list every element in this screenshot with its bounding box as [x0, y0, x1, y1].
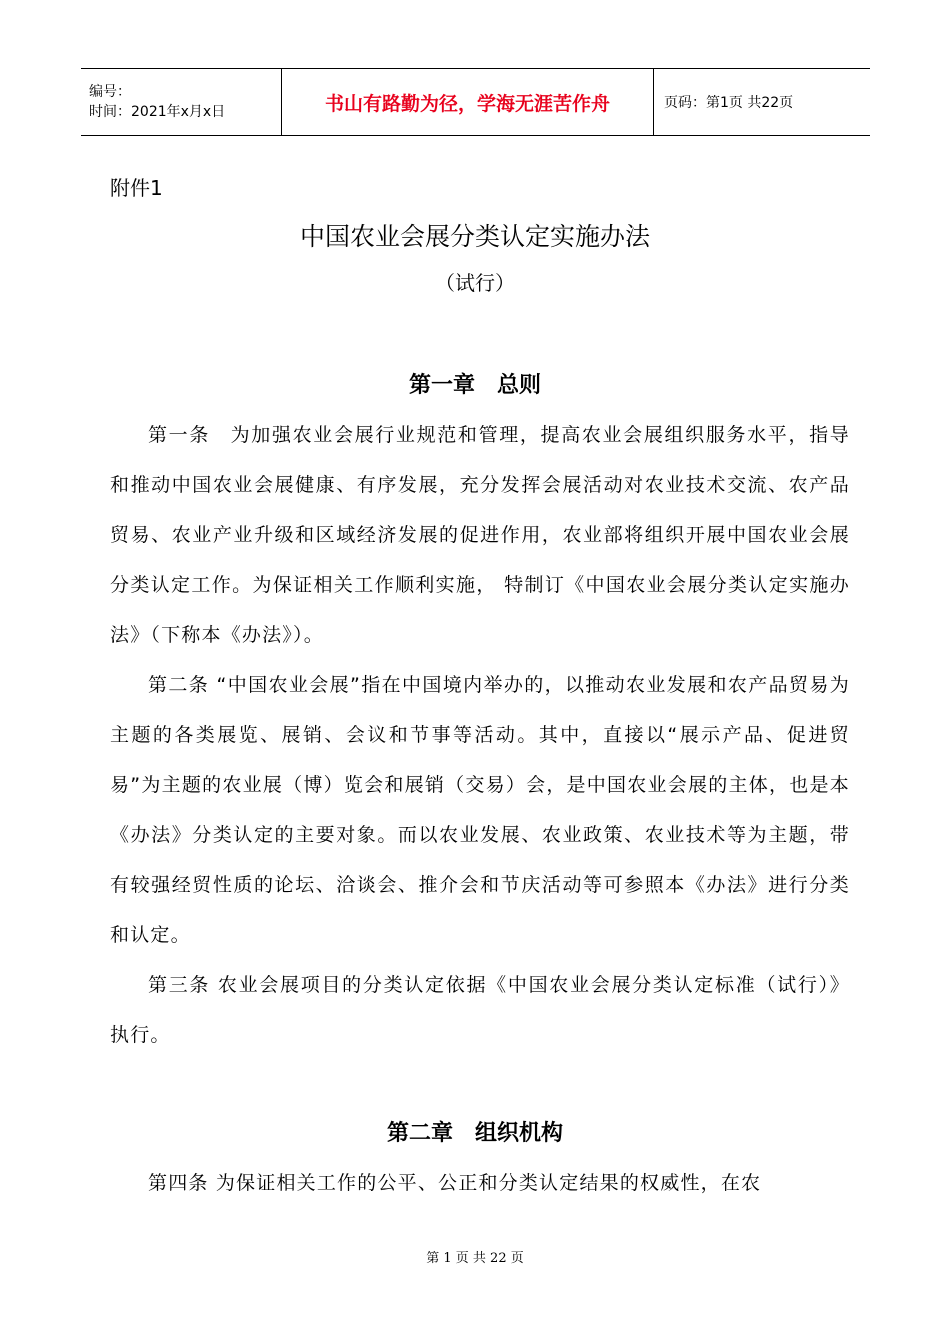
document-number-label: 编号：: [89, 84, 131, 100]
chapter-1-heading: 第一章 总则: [408, 373, 541, 398]
document-subtitle: （试行）: [435, 271, 515, 295]
motto-text: 书山有路勤为径，学海无涯苦作舟: [324, 92, 610, 115]
header-motto: [281, 69, 654, 135]
article-3: 第三条 农业会展项目的分类认定依据《中国农业会展分类认定标准（试行）》执行。: [110, 974, 850, 1046]
header-meta: [81, 69, 281, 135]
attachment-label: 附件1: [110, 176, 163, 200]
chapter-2-heading: 第二章 组织机构: [386, 1121, 563, 1146]
page-info-text: 页码：第1页 共22页: [664, 95, 794, 111]
page-footer: 第 1 页 共 22 页: [426, 1251, 524, 1266]
document-header: [81, 68, 870, 136]
article-2: 第二条 “中国农业会展”指在中国境内举办的，以推动农业发展和农产品贸易为主题的各类展览、展销、会议和节事等活动。其中，直接以“展示产品、促进贸易”为主题的农业展（博）览会和展销（交易）会，是中国农业会展的主体，也是本《办法》分类认定的主要对象。而以农业发展、农业政策、农业技术等为主题，带有较强经贸性质的论坛、洽谈会、推介会和节庆活动等可参照本《办法》进行分类和认定。: [110, 674, 850, 946]
article-1: 第一条 为加强农业会展行业规范和管理，提高农业会展组织服务水平，指导和推动中国农业会展健康、有序发展，充分发挥会展活动对农业技术交流、农产品贸易、农业产业升级和区域经济发展的促进作用，农业部将组织开展中国农业会展分类认定工作。为保证相关工作顺利实施， 特制订《中国农业会展分类认定实施办法》（下称本《办法》）。: [110, 424, 850, 646]
article-4: 第四条 为保证相关工作的公平、公正和分类认定结果的权威性，在农: [148, 1172, 762, 1194]
document-time-label: 时间：2021年x月x日: [89, 104, 226, 120]
header-page-info: [654, 69, 870, 135]
document-title: 中国农业会展分类认定实施办法: [299, 222, 650, 251]
